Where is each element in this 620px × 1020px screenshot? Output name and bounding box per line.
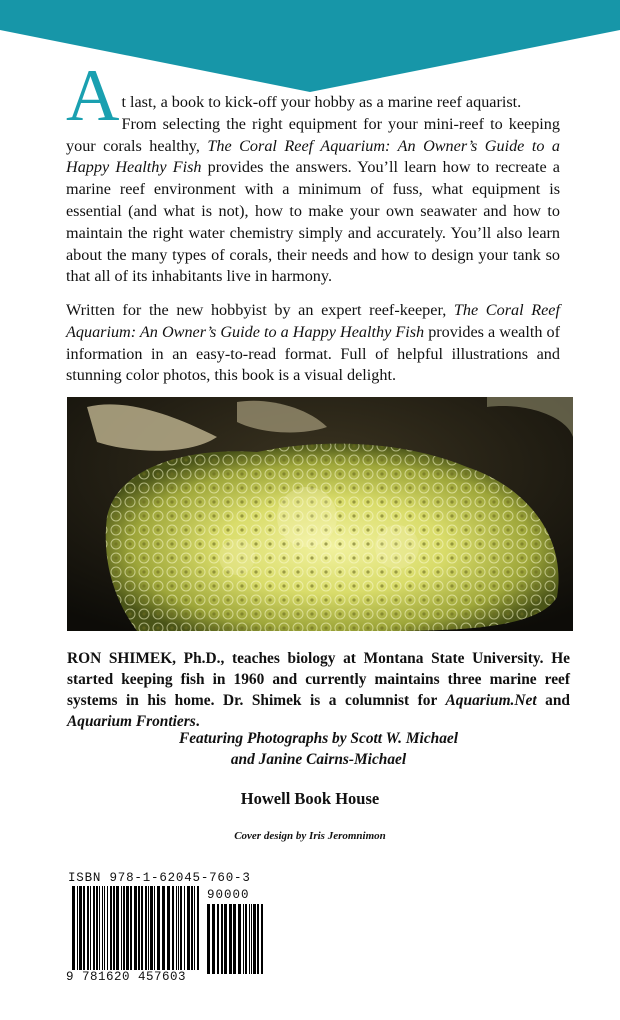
author-bio: [67, 648, 570, 732]
second-paragraph: [66, 300, 560, 387]
intro-text-2: provides the answers. You’ll learn how to recreate a marine reef environment with a minimum of fuss, what equipment is essential (and what is not), how to make your own seawater and how to maintain the right water chemistry simply and accurately. You’ll also learn about the many types of corals, their needs and how to design your tank so that all of its inhabitants live in harmony.: [66, 158, 560, 286]
coral-photo: [67, 397, 573, 631]
photo-credits: [67, 728, 570, 770]
para2-text-2: provides a wealth of information in an easy-to-read format. Full of helpful illustrations and stunning color photos, this book is a visual delight.: [66, 322, 560, 385]
book-title: The Coral Reef Aquarium: An Owner’s Guide to a Happy Healthy Fish: [66, 136, 560, 177]
publisher-name: Howell Book House: [240, 789, 380, 808]
credits-line-2: and Janine Cairns-Michael: [230, 751, 407, 768]
bio-text: RON SHIMEK, Ph.D., teaches biology at Montana State University. He started keeping fish in 1960 and currently maintains three marine reef systems in his home. Dr. Shimek is a columnist for: [67, 650, 570, 709]
price-code: 90000: [207, 888, 250, 902]
ean-barcode: [72, 886, 200, 973]
intro-text-1: From selecting the right equipment for your mini-reef to keeping your corals healthy,: [66, 114, 560, 155]
bio-publication-1: Aquarium.Net: [445, 692, 537, 709]
isbn-number: ISBN 978-1-62045-760-3: [68, 871, 251, 885]
intro-paragraph: [66, 55, 560, 288]
para2-text-1: Written for the new hobbyist by an expert reef-keeper,: [66, 301, 454, 319]
credits-line-1: Featuring Photographs by Scott W. Michael: [178, 730, 459, 747]
intro-first-line: t last, a book to kick-off your hobby as a marine reef aquarist.: [121, 93, 522, 111]
para2-book-title: The Coral Reef Aquarium: An Owner’s Guide to a Happy Healthy Fish: [66, 301, 560, 341]
price-barcode: [207, 904, 263, 974]
cover-design-credit: Cover design by Iris Jeromnimon: [234, 830, 386, 842]
bio-and: and: [536, 692, 570, 709]
drop-cap: A: [66, 55, 120, 137]
bio-publication-2: Aquarium Frontiers: [67, 713, 196, 730]
ean-digits: 9 781620 457603: [66, 970, 187, 984]
bio-end: .: [195, 713, 200, 730]
